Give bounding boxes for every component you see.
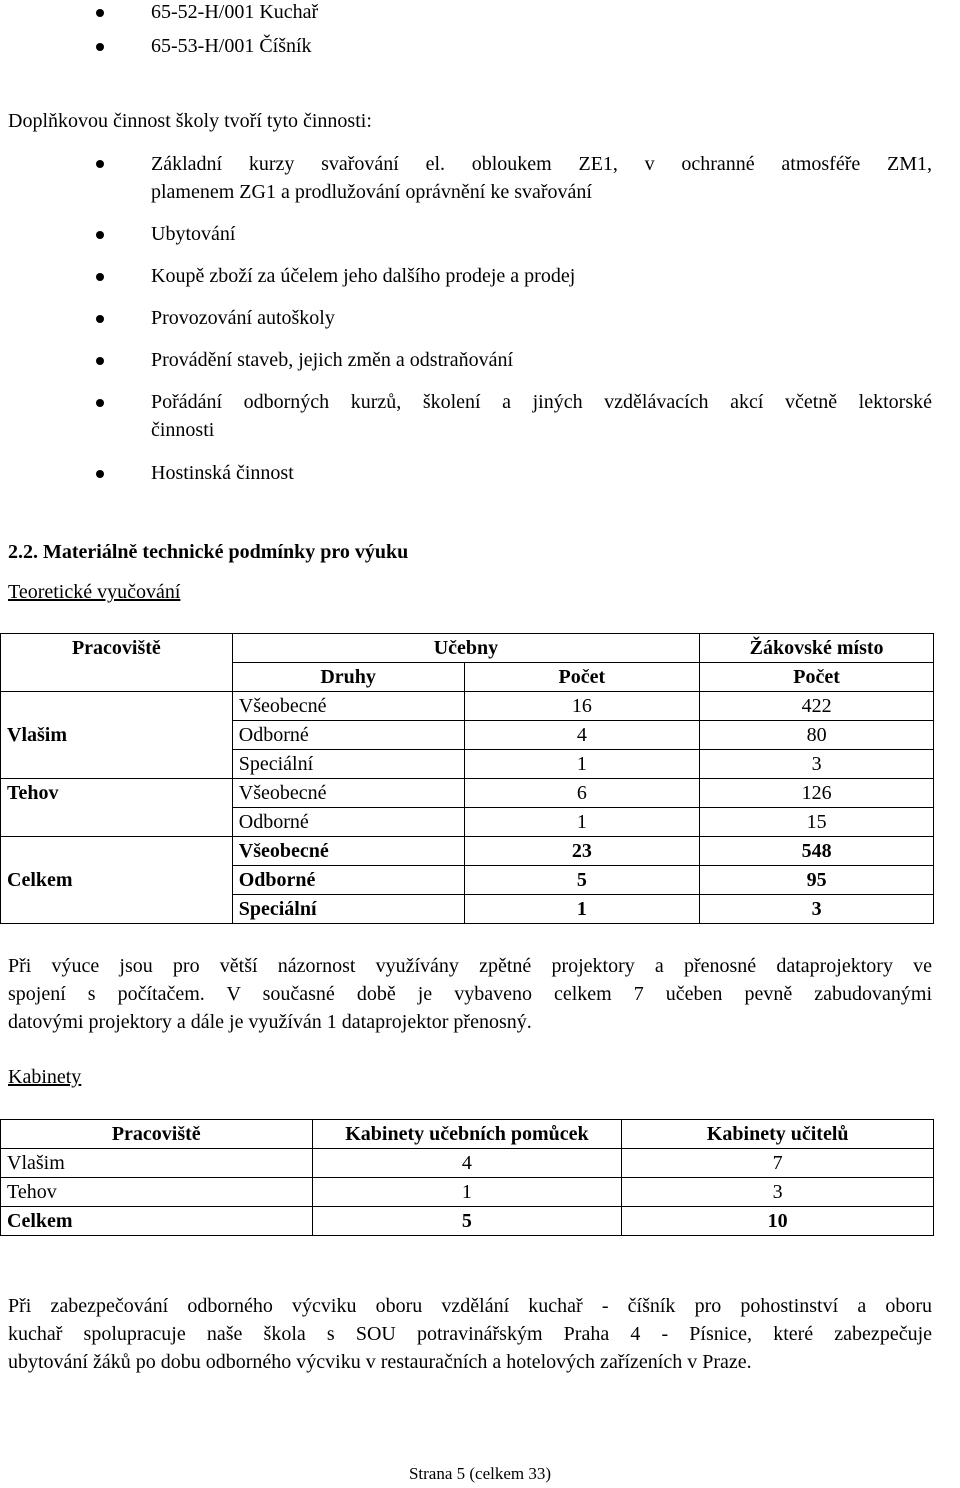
bullet-icon [96,43,104,51]
cell-value: 3 [622,1178,934,1207]
bullet-icon [96,399,104,407]
cell-druh: Odborné [232,866,464,895]
section-subheading: Teoretické vyučování [8,581,181,603]
cell-mista: 422 [700,692,934,721]
place-cell-empty [1,808,233,837]
cell-place: Vlašim [1,1149,313,1178]
place-cell: Tehov [1,779,233,808]
list-item: Pořádání odborných kurzů, školení a jiných vzdělávacích akcí včetně lektorské [151,391,932,413]
bullet-icon [96,470,104,478]
list-item: Koupě zboží za účelem jeho dalšího prodeje a prodej [151,265,576,287]
table-row [1,1149,934,1178]
paragraph-line: kuchař spolupracuje naše škola s SOU potravinářským Praha 4 - Písnice, které zabezpečuje [8,1323,932,1345]
list-item: Základní kurzy svařování el. obloukem ZE1, v ochranné atmosféře ZM1, [151,153,932,175]
list-item: 65-52-H/001 Kuchař [151,1,319,23]
cell-druh: Všeobecné [232,779,464,808]
header-kabinety-ucitelu: Kabinety učitelů [622,1120,934,1149]
cell-mista: 3 [700,895,934,924]
table-row [1,779,934,808]
header-zakovske-misto: Žákovské místo [700,634,934,663]
list-item: Provádění staveb, jejich změn a odstraňování [151,349,514,371]
header-ucebny: Učebny [232,634,699,663]
list-item-continuation: činnosti [151,419,215,441]
header-pocet: Počet [464,663,700,692]
page-footer: Strana 5 (celkem 33) [408,1464,552,1483]
paragraph-projectors [8,952,932,1036]
header-druhy: Druhy [232,663,464,692]
bullet-icon [96,9,104,17]
cell-mista: 548 [700,837,934,866]
header-kabinety-pomucek: Kabinety učebních pomůcek [312,1120,622,1149]
paragraph-line: Při zabezpečování odborného výcviku oboru vzdělání kuchař - číšník pro pohostinství a oboru [8,1295,932,1317]
cell-value: 1 [312,1178,622,1207]
table-row [1,692,934,721]
cell-pocet: 6 [464,779,700,808]
cell-pocet: 1 [464,750,700,779]
table-row [1,808,934,837]
table-row [1,1178,934,1207]
bullet-icon [96,357,104,365]
list-item: Provozování autoškoly [151,307,335,329]
classrooms-table [0,633,934,924]
cell-place: Celkem [1,1207,313,1236]
header-pracoviste: Pracoviště [1,1120,313,1149]
cell-pocet: 23 [464,837,700,866]
cell-pocet: 1 [464,895,700,924]
cell-value: 4 [312,1149,622,1178]
intro-text: Doplňkovou činnost školy tvoří tyto činnosti: [8,110,372,132]
cell-pocet: 4 [464,721,700,750]
table-row [1,1207,934,1236]
cell-druh: Speciální [232,750,464,779]
list-item-continuation: plamenem ZG1 a prodlužování oprávnění ke svařování [151,181,592,203]
cell-value: 5 [312,1207,622,1236]
cell-druh: Odborné [232,808,464,837]
cabinets-table [0,1119,934,1236]
cell-pocet: 16 [464,692,700,721]
kabinety-heading: Kabinety [8,1066,82,1088]
place-cell: Vlašim [1,692,233,779]
table-row [1,837,934,866]
cell-mista: 3 [700,750,934,779]
cell-druh: Odborné [232,721,464,750]
bullet-icon [96,315,104,323]
list-item: 65-53-H/001 Číšník [151,35,312,57]
cell-value: 10 [622,1207,934,1236]
place-cell: Celkem [1,837,233,924]
paragraph-training [8,1292,932,1376]
section-heading: 2.2. Materiálně technické podmínky pro výuku [8,541,409,563]
cell-druh: Všeobecné [232,837,464,866]
cell-place: Tehov [1,1178,313,1207]
paragraph-line: spojení s počítačem. V současné době je vybaveno celkem 7 učeben pevně zabudovanými [8,983,932,1005]
header-pocet: Počet [700,663,934,692]
bullet-icon [96,273,104,281]
cell-druh: Všeobecné [232,692,464,721]
list-item: Ubytování [151,223,236,245]
cell-druh: Speciální [232,895,464,924]
cell-mista: 126 [700,779,934,808]
cell-pocet: 1 [464,808,700,837]
bullet-icon [96,160,104,168]
paragraph-line: ubytování žáků po dobu odborného výcviku v restauračních a hotelových zařízeních v Praze. [8,1351,752,1373]
cell-mista: 80 [700,721,934,750]
cell-value: 7 [622,1149,934,1178]
cell-pocet: 5 [464,866,700,895]
bullet-icon [96,231,104,239]
header-pracoviste: Pracoviště [1,634,233,692]
cell-mista: 95 [700,866,934,895]
paragraph-line: datovými projektory a dále je využíván 1 dataprojektor přenosný. [8,1011,532,1033]
cell-mista: 15 [700,808,934,837]
paragraph-line: Při výuce jsou pro větší názornost využívány zpětné projektory a přenosné dataprojektory ve [8,955,932,977]
list-item: Hostinská činnost [151,462,294,484]
